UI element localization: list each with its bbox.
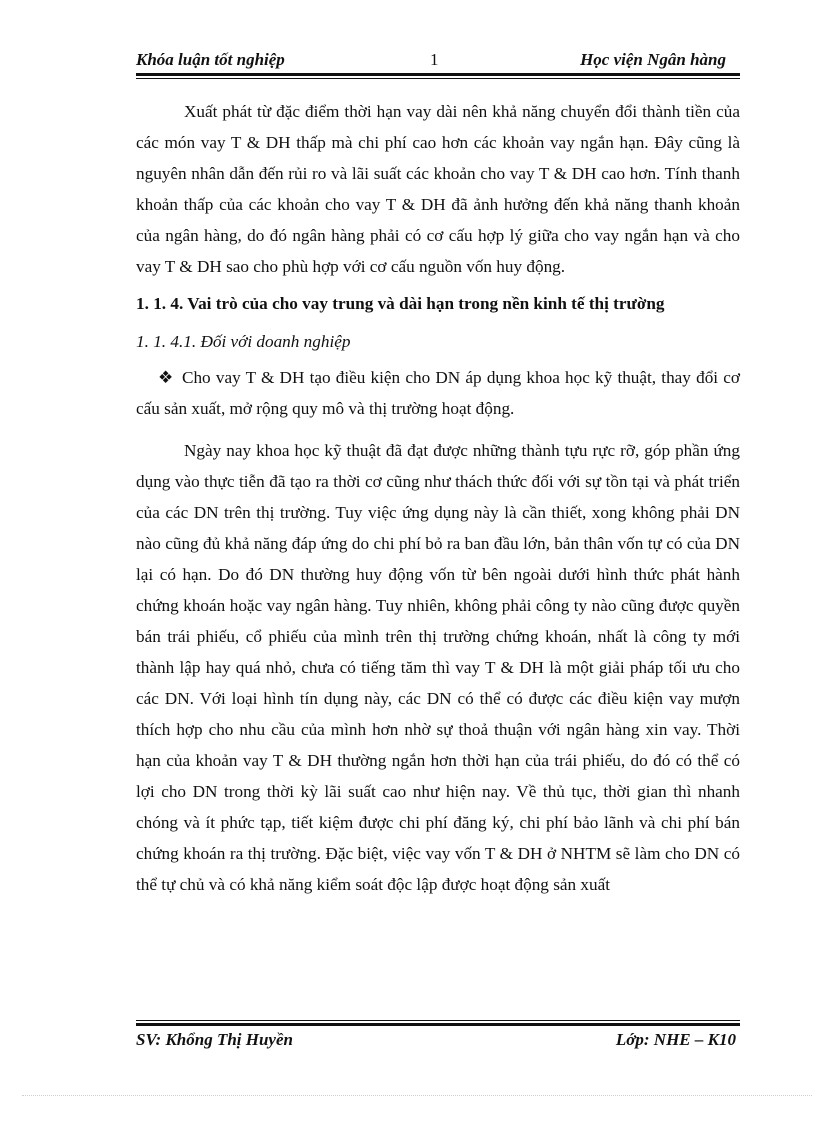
footer-rule-thick [136, 1023, 740, 1026]
page-footer [136, 1030, 740, 1052]
header-institution: Học viện Ngân hàng [580, 50, 726, 69]
paragraph-intro: Xuất phát từ đặc điểm thời hạn vay dài nên khả năng chuyển đổi thành tiền của các món vay T & DH thấp mà chi phí cao hơn các khoản vay ngắn hạn. Đây cũng là nguyên nhân dẫn đến rủi ro và lãi suất các khoản cho vay T & DH cao hơn. Tính thanh khoản thấp của các khoản cho vay T & DH đã ảnh hưởng đến khả năng thanh khoản của ngân hàng, do đó ngân hàng phải có cơ cấu hợp lý giữa cho vay ngắn hạn và cho vay T & DH sao cho phù hợp với cơ cấu nguồn vốn huy động. [136, 102, 740, 276]
page-body [136, 96, 740, 900]
section-heading: 1. 1. 4. Vai trò của cho vay trung và dài hạn trong nền kinh tế thị trường [136, 294, 665, 313]
page-header [136, 50, 740, 72]
header-rule-thick [136, 73, 740, 76]
header-thesis-title: Khóa luận tốt nghiệp [136, 50, 285, 69]
footer-class: Lớp: NHE – K10 [615, 1030, 736, 1049]
footer-rule-thin [136, 1020, 740, 1021]
bullet-text: Cho vay T & DH tạo điều kiện cho DN áp dụng khoa học kỹ thuật, thay đổi cơ cấu sản xuất, mở rộng quy mô và thị trường hoạt động. [136, 368, 740, 418]
paragraph-body: Ngày nay khoa học kỹ thuật đã đạt được những thành tựu rực rỡ, góp phần ứng dụng vào thực tiễn đã tạo ra thời cơ cũng như thách thức đối với sự tồn tại và phát triển của các DN trên thị trường. Tuy việc ứng dụng này là cần thiết, xong không phải DN nào cũng đủ khả năng đáp ứng do chi phí bỏ ra ban đầu lớn, bản thân vốn tự có của DN lại có hạn. Do đó DN thường huy động vốn từ bên ngoài dưới hình thức phát hành chứng khoán hoặc vay ngân hàng. Tuy nhiên, không phải công ty nào cũng được quyền bán trái phiếu, cổ phiếu của mình trên thị trường chứng khoán, nhất là công ty mới thành lập hay quá nhỏ, chưa có tiếng tăm thì vay T & DH là một giải pháp tối ưu cho các DN. Với loại hình tín dụng này, các DN có thể có được các điều kiện vay mượn thích hợp cho nhu cầu của mình hơn nhờ sự thoả thuận với ngân hàng xin vay. Thời hạn của khoản vay T & DH thường ngắn hơn thời hạn của trái phiếu, do đó có thể có lợi cho DN trong thời kỳ lãi suất cao như hiện nay. Về thủ tục, thời gian thì nhanh chóng và ít phức tạp, tiết kiệm được chi phí đăng ký, chi phí bảo lãnh và chi phí bán chứng khoán ra thị trường. Đặc biệt, việc vay vốn T & DH ở NHTM sẽ làm cho DN có thể tự chủ và có khả năng kiểm soát độc lập được hoạt động sản xuất [136, 441, 740, 894]
header-rule-thin [136, 78, 740, 79]
diamond-bullet-icon: ❖ [158, 368, 174, 387]
page-bottom-divider [22, 1095, 812, 1096]
page-number: 1 [430, 50, 439, 69]
subsection-heading: 1. 1. 4.1. Đối với doanh nghiệp [136, 332, 351, 351]
bullet-item [136, 362, 740, 424]
footer-student-name: SV: Khổng Thị Huyền [136, 1030, 293, 1049]
